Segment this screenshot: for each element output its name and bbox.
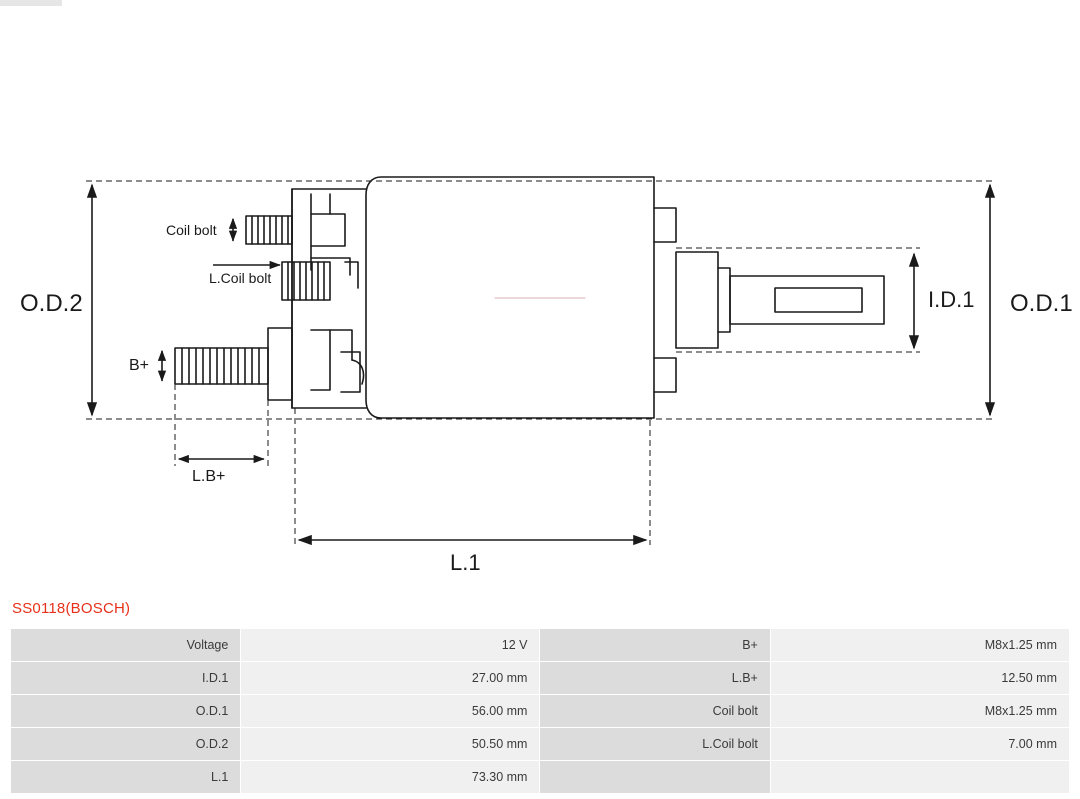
spec-value-empty <box>770 761 1069 794</box>
spec-label-od2: O.D.2 <box>11 728 241 761</box>
spec-label-lbplus: L.B+ <box>540 662 770 695</box>
spec-label-l-coil-bolt: L.Coil bolt <box>540 728 770 761</box>
dimension-label-l1: L.1 <box>450 550 481 575</box>
part-title: SS0118(BOSCH) <box>12 600 131 617</box>
spec-value-bplus: M8x1.25 mm <box>770 629 1069 662</box>
spec-label-l1: L.1 <box>11 761 241 794</box>
spec-label-id1: I.D.1 <box>11 662 241 695</box>
spec-label-coil-bolt: Coil bolt <box>540 695 770 728</box>
table-row <box>11 728 1070 761</box>
spec-value-l-coil-bolt: 7.00 mm <box>770 728 1069 761</box>
spec-value-coil-bolt: M8x1.25 mm <box>770 695 1069 728</box>
spec-label-bplus: B+ <box>540 629 770 662</box>
spec-value-od1: 56.00 mm <box>241 695 540 728</box>
spec-value-lbplus: 12.50 mm <box>770 662 1069 695</box>
dimension-label-bplus: B+ <box>129 357 150 374</box>
spec-label-od1: O.D.1 <box>11 695 241 728</box>
spec-value-voltage: 12 V <box>241 629 540 662</box>
spec-label-empty <box>540 761 770 794</box>
spec-value-od2: 50.50 mm <box>241 728 540 761</box>
spec-value-l1: 73.30 mm <box>241 761 540 794</box>
table-row <box>11 761 1070 794</box>
dimension-label-coil-bolt: Coil bolt <box>166 222 217 238</box>
table-row <box>11 695 1070 728</box>
dimension-label-od1: O.D.1 <box>1010 290 1073 317</box>
table-row <box>11 662 1070 695</box>
spec-label-voltage: Voltage <box>11 629 241 662</box>
dimension-label-l-coil-bolt: L.Coil bolt <box>209 270 272 286</box>
dimension-label-lbplus: L.B+ <box>192 468 226 485</box>
dimension-label-od2: O.D.2 <box>20 290 83 317</box>
spec-value-id1: 27.00 mm <box>241 662 540 695</box>
table-row <box>11 629 1070 662</box>
specification-table <box>10 628 1070 794</box>
dimension-label-id1: I.D.1 <box>928 287 975 312</box>
